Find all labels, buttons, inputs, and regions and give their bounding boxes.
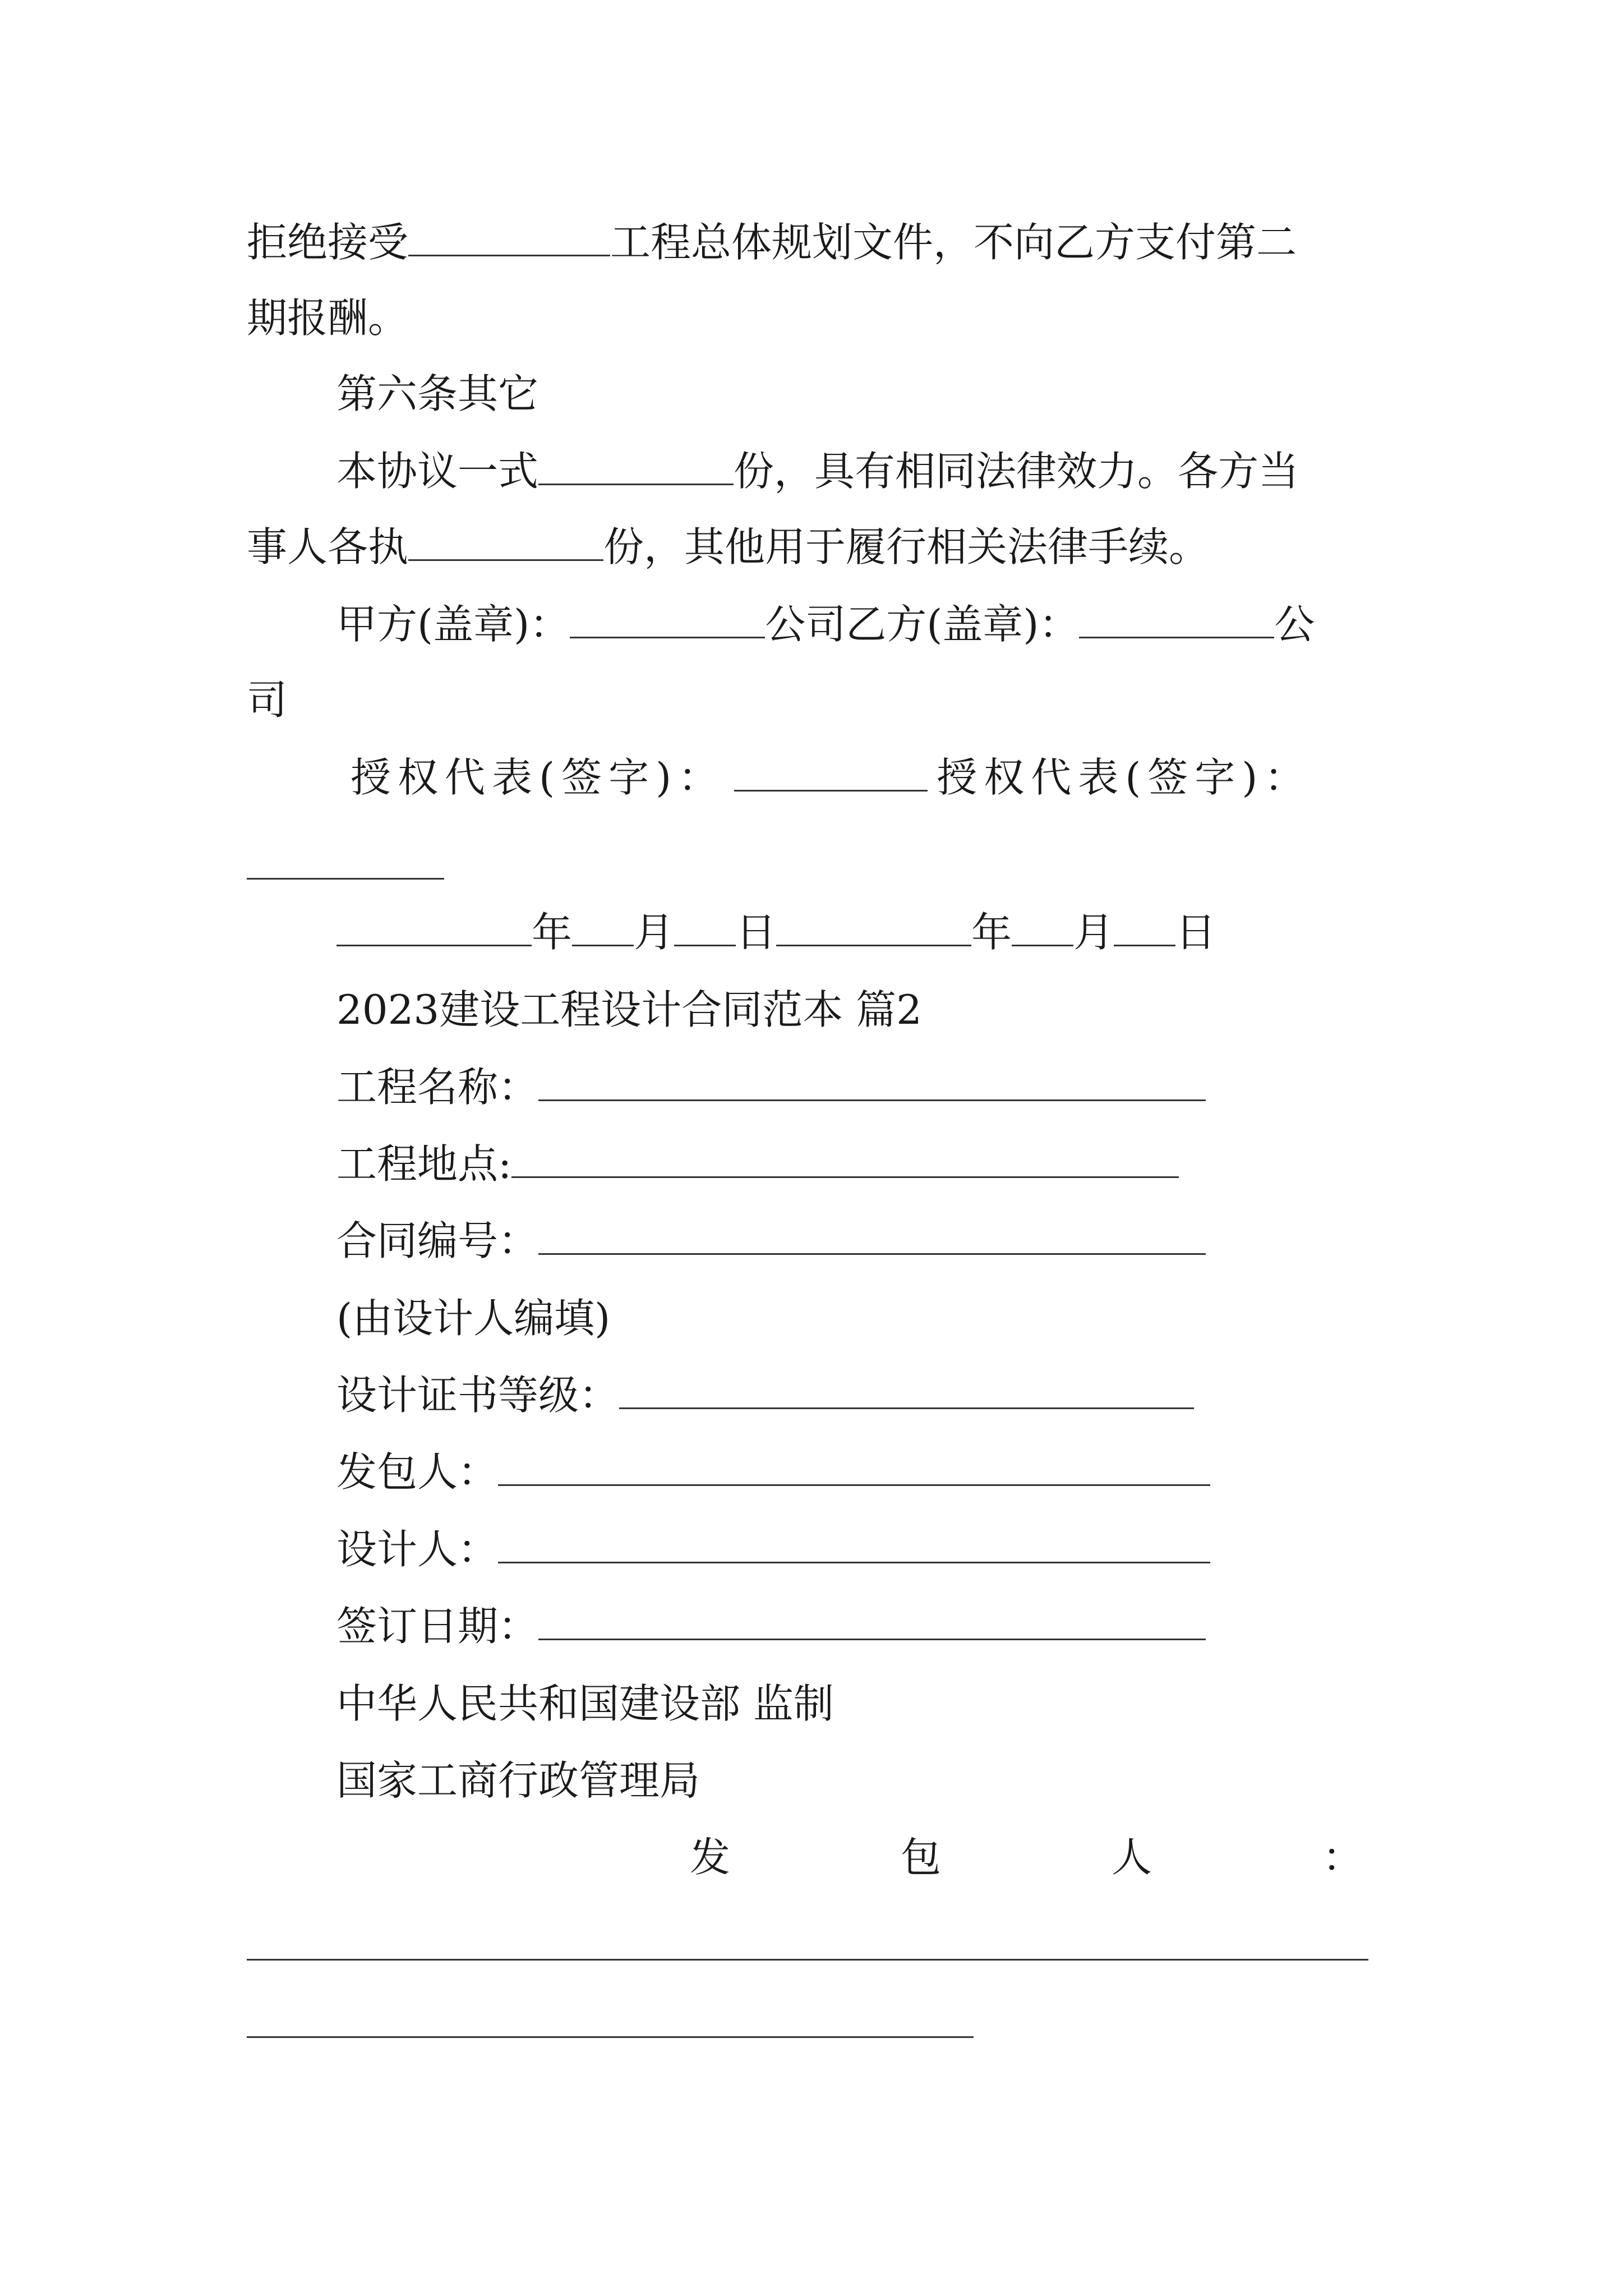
blank-underline: [572, 912, 634, 946]
blank-underline: [570, 604, 765, 638]
text: 事人各执: [247, 523, 409, 570]
text: 月: [634, 909, 675, 956]
text: 日: [736, 909, 777, 956]
text: 发: [690, 1834, 731, 1881]
field-label: 合同编号：: [336, 1217, 539, 1264]
text: 拒绝接受: [247, 219, 409, 266]
text: 公: [1274, 601, 1315, 648]
text: 工程总体规划文件，不向乙方支付第二: [610, 219, 1297, 266]
text: 年: [971, 909, 1012, 956]
blank-underline: [408, 527, 603, 561]
blank-underline: [247, 1959, 1368, 1961]
field-label: 工程名称：: [336, 1064, 539, 1111]
blank-underline: [538, 1067, 1206, 1101]
text: 授权代表(签字)：: [351, 754, 726, 801]
blank-underline: [247, 878, 444, 880]
text: 第六条其它: [336, 370, 539, 417]
text: 授权代表(签字)：: [937, 754, 1312, 801]
blank-underline: [498, 1452, 1210, 1486]
blank-underline: [408, 222, 610, 256]
blank-underline: [776, 912, 971, 946]
blank-underline: [247, 2036, 974, 2038]
field-label: 发包人：: [336, 1448, 499, 1496]
text-line: [247, 672, 287, 728]
text-line: [336, 443, 1299, 499]
contract-title: [336, 982, 922, 1038]
text: 期报酬。: [247, 295, 409, 342]
blank-underline: [336, 912, 532, 946]
blank-underline: [1114, 912, 1175, 946]
text: 人: [1111, 1834, 1152, 1881]
form-field: [336, 1598, 1206, 1654]
text-line: [247, 519, 1209, 575]
text: 中华人民共和国建设部 监制: [336, 1680, 834, 1727]
form-field: [336, 1444, 1210, 1500]
text-line: [336, 596, 1315, 652]
text: 2023建设工程设计合同范本 篇2: [336, 986, 922, 1033]
text: 份，具有相同法律效力。各方当: [734, 448, 1299, 495]
form-field: [336, 1059, 1206, 1115]
text-line: [247, 214, 1297, 270]
text: 包: [900, 1834, 941, 1881]
text: 年: [532, 909, 573, 956]
blank-underline: [1012, 912, 1073, 946]
text-line: [336, 1752, 700, 1809]
text: (由设计人编填): [336, 1295, 611, 1342]
form-field: [336, 1521, 1210, 1577]
field-label: 设计证书等级：: [336, 1372, 620, 1419]
text-line: [336, 1290, 610, 1346]
blank-underline: [538, 1221, 1206, 1255]
text: 公司乙方(盖章)：: [765, 601, 1080, 648]
text: ：: [1322, 1834, 1363, 1881]
text-line: [336, 1676, 834, 1732]
field-label: 签订日期：: [336, 1603, 539, 1650]
text: 本协议一式: [336, 448, 539, 495]
spaced-field-label: [690, 1829, 1363, 1885]
text: 份，其他用于履行相关法律手续。: [603, 523, 1210, 570]
form-field: [336, 1213, 1206, 1269]
form-field: [336, 1136, 1179, 1192]
blank-underline: [734, 757, 928, 792]
blank-underline: [538, 451, 734, 485]
blank-underline: [538, 1606, 1206, 1640]
blank-underline: [1079, 604, 1274, 638]
text: 国家工商行政管理局: [336, 1757, 700, 1804]
section-heading: [336, 366, 538, 422]
text: 甲方(盖章)：: [336, 601, 570, 648]
text: 司: [247, 677, 288, 724]
blank-underline: [619, 1375, 1194, 1409]
text: 日: [1175, 909, 1216, 956]
blank-underline: [674, 912, 736, 946]
form-field: [336, 1367, 1194, 1423]
field-label: 设计人：: [336, 1526, 499, 1573]
text-line: [247, 290, 408, 346]
text-line: [351, 749, 1311, 806]
field-label: 工程地点:: [336, 1140, 512, 1188]
blank-underline: [511, 1144, 1179, 1178]
blank-underline: [498, 1529, 1210, 1563]
date-line: [336, 904, 1216, 960]
text: 月: [1073, 909, 1114, 956]
